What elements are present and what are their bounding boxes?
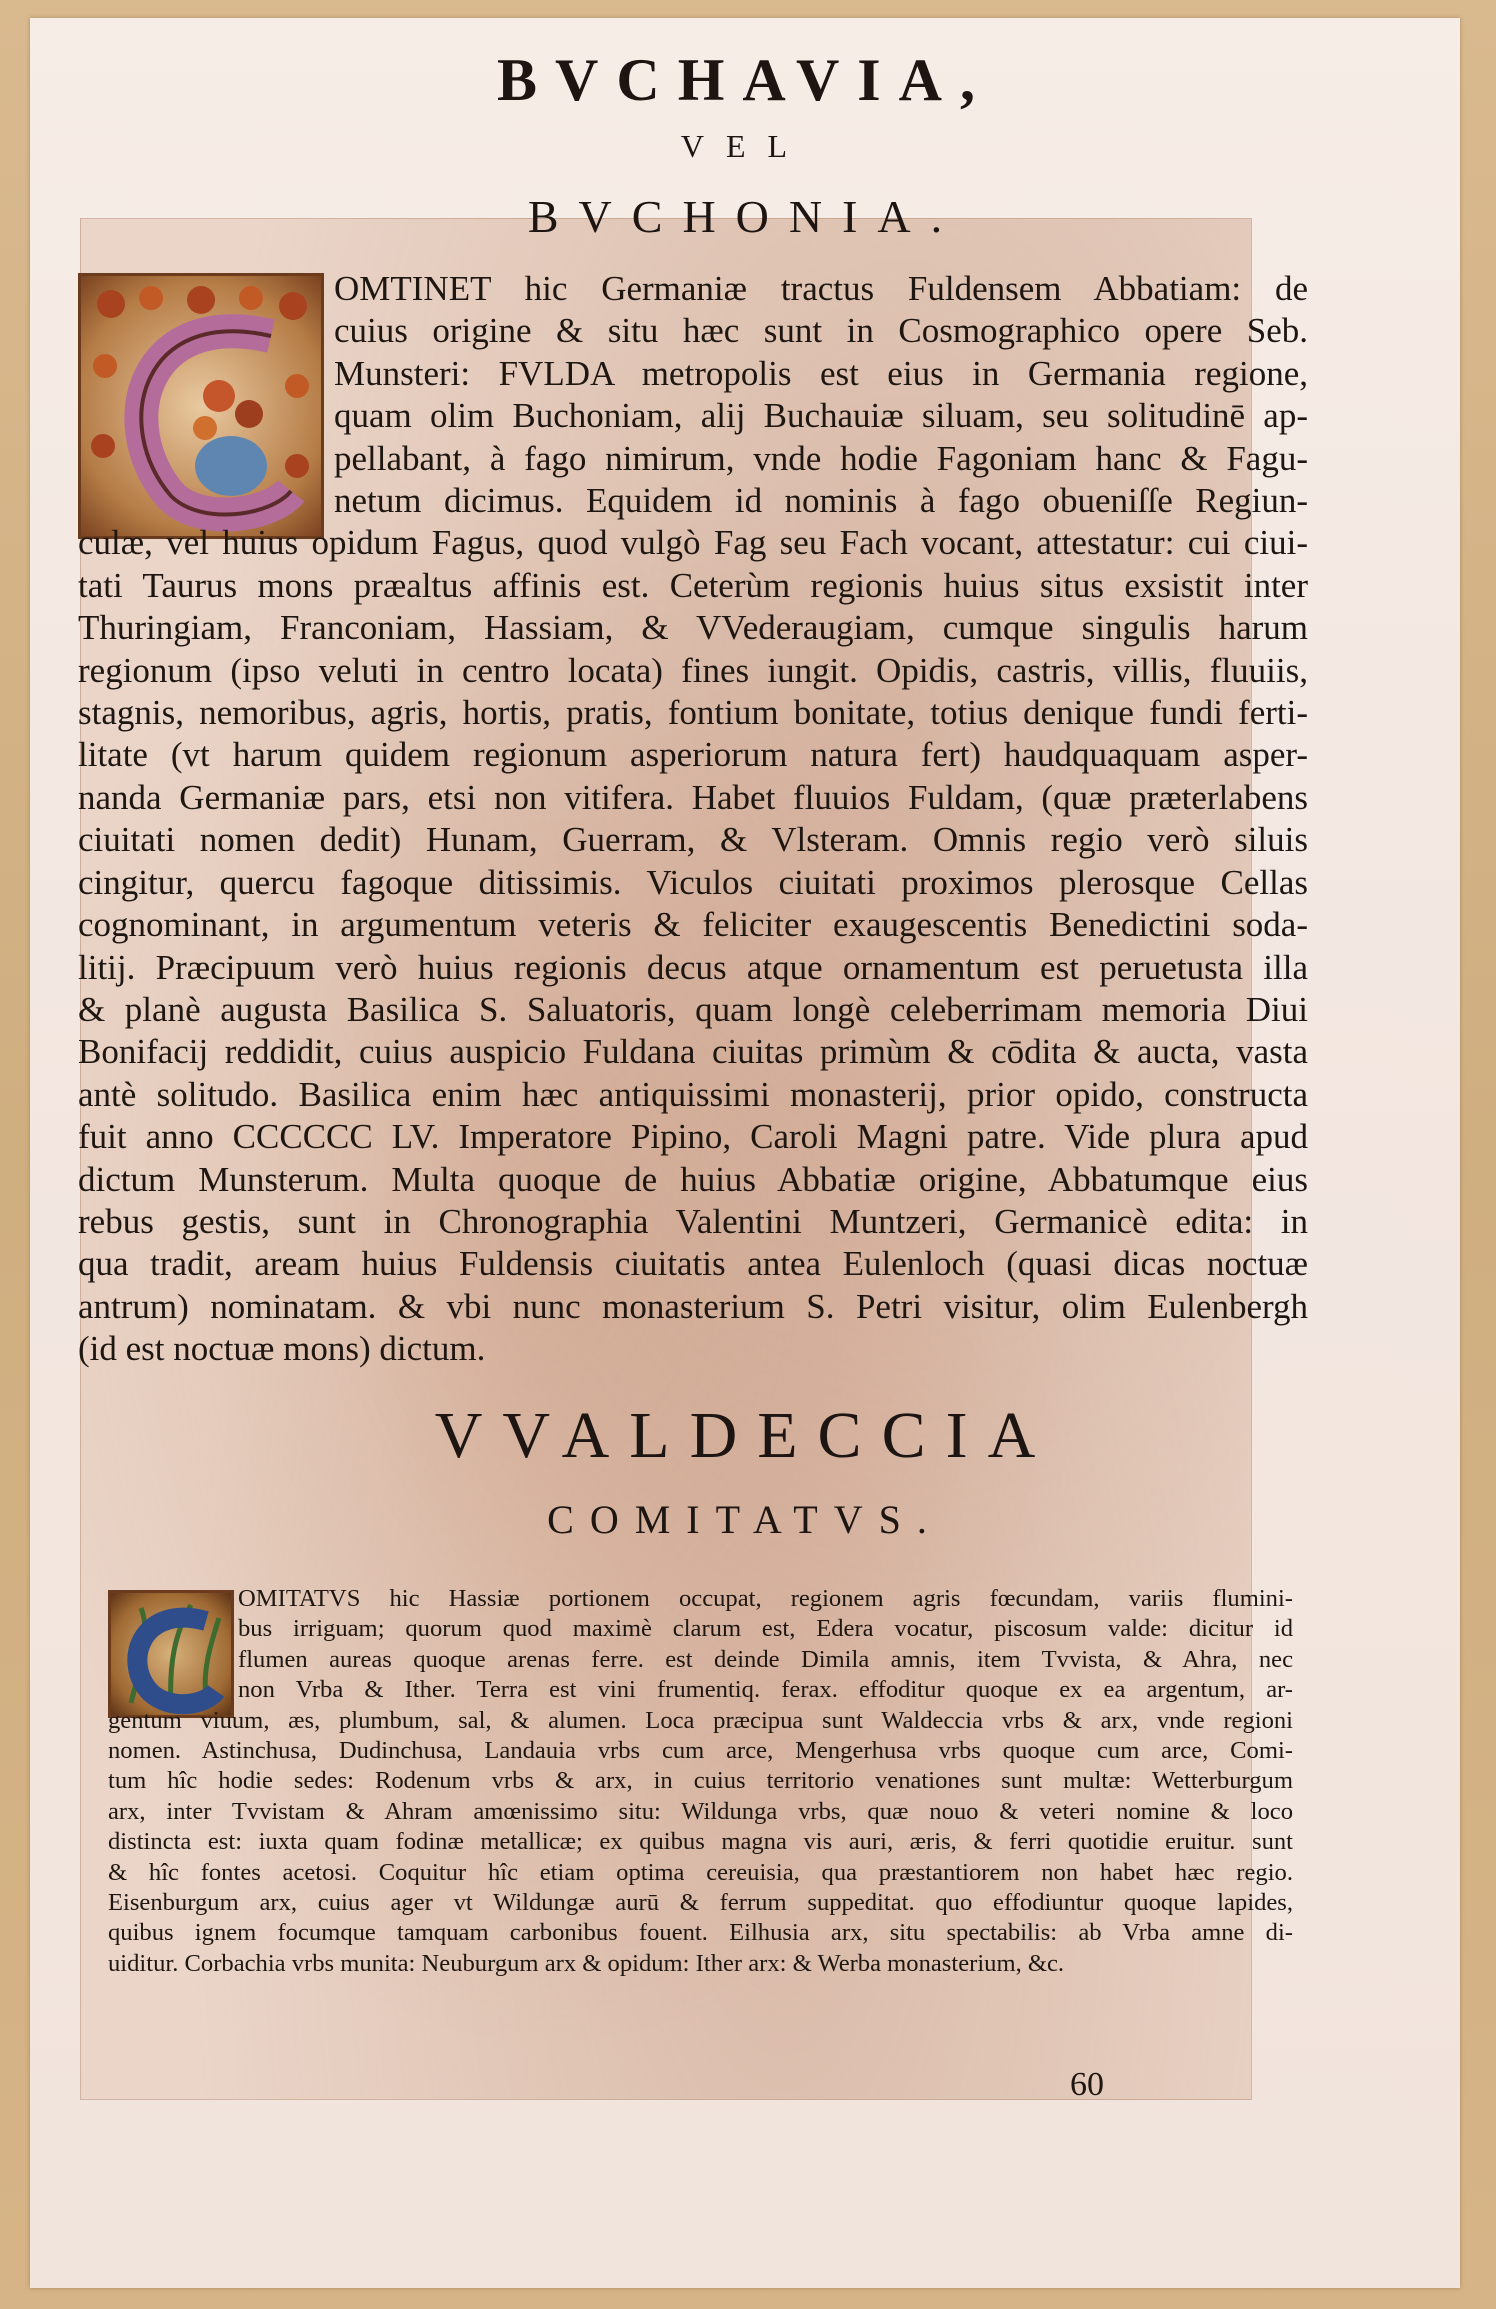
text-line: dictum Munsterum. Multa quoque de huius Abbatiæ origine, Abbatumque eius bbox=[78, 1159, 1308, 1199]
text-line: bus irriguam; quorum quod maximè clarum est, Edera vocatur, piscosum valde: dicitur id bbox=[238, 1615, 1293, 1643]
text-line: fuit anno CCCCCC LV. Imperatore Pipino, Caroli Magni patre. Vide plura apud bbox=[78, 1117, 1308, 1157]
text-line: cognominant, in argumentum veteris & feliciter exaugescentis Benedictini soda- bbox=[78, 905, 1308, 945]
title-comitatus: COMITATVS. bbox=[547, 1497, 943, 1542]
text-line: Munsteri: FVLDA metropolis est eius in Germania regione, bbox=[334, 353, 1308, 393]
text-line: tum hîc hodie sedes: Rodenum vrbs & arx, in cuius territorio venationes sunt multæ: Wetterburgum bbox=[108, 1767, 1293, 1795]
text-line: qua tradit, aream huius Fuldensis ciuitatis antea Eulenloch (quasi dicas noctuæ bbox=[78, 1244, 1308, 1284]
text-line: culæ, vel huius opidum Fagus, quod vulgò Fag seu Fach vocant, attestatur: cui ciui- bbox=[78, 523, 1308, 563]
text-line: rebus gestis, sunt in Chronographia Valentini Muntzeri, Germanicè edita: in bbox=[78, 1201, 1308, 1241]
text-line: distincta est: iuxta quam fodinæ metallicæ; ex quibus magna vis auri, æris, & ferri quotidie eruitur. sunt bbox=[108, 1828, 1293, 1856]
title-buchonia: BVCHONIA. bbox=[527, 191, 963, 242]
text-line: flumen aureas quoque arenas ferre. est deinde Dimila amnis, item Tvvista, & Ahra, nec bbox=[238, 1645, 1293, 1673]
title-vel: VEL bbox=[680, 128, 810, 164]
text-line: & hîc fontes acetosi. Coquitur hîc etiam optima cereuisia, qua præstantiorem non habet hæc regio. bbox=[108, 1858, 1293, 1886]
text-line: gentum viuum, æs, plumbum, sal, & alumen. Loca præcipua sunt Waldeccia vrbs & arx, vnde regioni bbox=[108, 1706, 1293, 1734]
text-line: netum dicimus. Equidem id nominis à fago obueniſſe Regiun- bbox=[334, 481, 1308, 521]
text-line: nanda Germaniæ pars, etsi non vitifera. Habet fluuios Fuldam, (quæ præterlabens bbox=[78, 777, 1308, 817]
text-line: Eisenburgum arx, cuius ager vt Wildungæ aurū & ferrum suppeditat. quo effodiuntur quoque lapides, bbox=[108, 1889, 1293, 1917]
text-line: regionum (ipso veluti in centro locata) fines iungit. Opidis, castris, villis, fluuiis, bbox=[78, 650, 1308, 690]
text-line: antrum) nominatam. & vbi nunc monasterium S. Petri visitur, olim Eulenbergh bbox=[78, 1286, 1308, 1326]
text-line: cingitur, quercu fagoque ditissimis. Viculos ciuitati proximos plerosque Cellas bbox=[78, 862, 1308, 902]
text-line: litate (vt harum quidem regionum asperiorum natura fert) haudquaquam asper- bbox=[78, 735, 1308, 775]
text-line: arx, inter Tvvistam & Ahram amœnissimo situ: Wildunga vrbs, quæ nouo & veteri nomine & loco bbox=[108, 1797, 1293, 1825]
text-line: cuius origine & situ hæc sunt in Cosmographico opere Seb. bbox=[334, 311, 1308, 351]
text-line: OMITATVS hic Hassiæ portionem occupat, regionem agris fœcundam, variis flumini- bbox=[238, 1585, 1293, 1612]
text-line: uiditur. Corbachia vrbs munita: Neuburgum arx & opidum: Ither arx: & Werba monasterium, &c. bbox=[108, 1949, 1065, 1977]
text-line: (id est noctuæ mons) dictum. bbox=[78, 1329, 486, 1369]
text-line: antè solitudo. Basilica enim hæc antiquissimi monasterij, prior opido, constructa bbox=[78, 1074, 1308, 1114]
title-buchavia: BVCHAVIA, bbox=[497, 47, 993, 113]
text-line: quam olim Buchoniam, alij Buchauiæ siluam, seu solitudinē ap- bbox=[334, 396, 1308, 436]
waldeccia-paragraph bbox=[108, 1584, 1293, 1979]
text-line: & planè augusta Basilica S. Saluatoris, quam longè celeberrimam memoria Diui bbox=[78, 989, 1308, 1029]
text-line: Thuringiam, Franconiam, Hassiam, & VVederaugiam, cumque singulis harum bbox=[78, 608, 1308, 648]
text-line: nomen. Astinchusa, Dudinchusa, Landauia vrbs cum arce, Mengerhusa vrbs quoque cum arce, Comi- bbox=[108, 1737, 1293, 1765]
page-number: 60 bbox=[1070, 2066, 1104, 2103]
text-line: tati Taurus mons præaltus affinis est. Ceterùm regionis huius situs exsistit inter bbox=[78, 565, 1308, 605]
title-waldeccia: VVALDECCIA bbox=[434, 1399, 1056, 1472]
text-line: Bonifacij reddidit, cuius auspicio Fuldana ciuitas primùm & cōdita & aucta, vasta bbox=[78, 1032, 1308, 1072]
buchonia-paragraph bbox=[78, 268, 1308, 1371]
book-page bbox=[30, 18, 1460, 2288]
text-line: pellabant, à fago nimirum, vnde hodie Fagoniam hanc & Fagu- bbox=[334, 438, 1308, 478]
text-line: litij. Præcipuum verò huius regionis decus atque ornamentum est peruetusta illa bbox=[78, 947, 1308, 987]
text-line: ciuitati nomen dedit) Hunam, Guerram, & Vlsteram. Omnis regio verò siluis bbox=[78, 820, 1308, 860]
text-line: OMTINET hic Germaniæ tractus Fuldensem Abbatiam: de bbox=[334, 269, 1308, 308]
text-line: stagnis, nemoribus, agris, hortis, pratis, fontium bonitate, totius denique fundi ferti- bbox=[78, 693, 1308, 733]
text-line: non Vrba & Ither. Terra est vini frumentiq. ferax. effoditur quoque ex ea argentum, ar- bbox=[238, 1676, 1293, 1704]
text-line: quibus ignem focumque tamquam carbonibus fouent. Eilhusia arx, situ spectabilis: ab Vrba amne di- bbox=[108, 1919, 1293, 1947]
